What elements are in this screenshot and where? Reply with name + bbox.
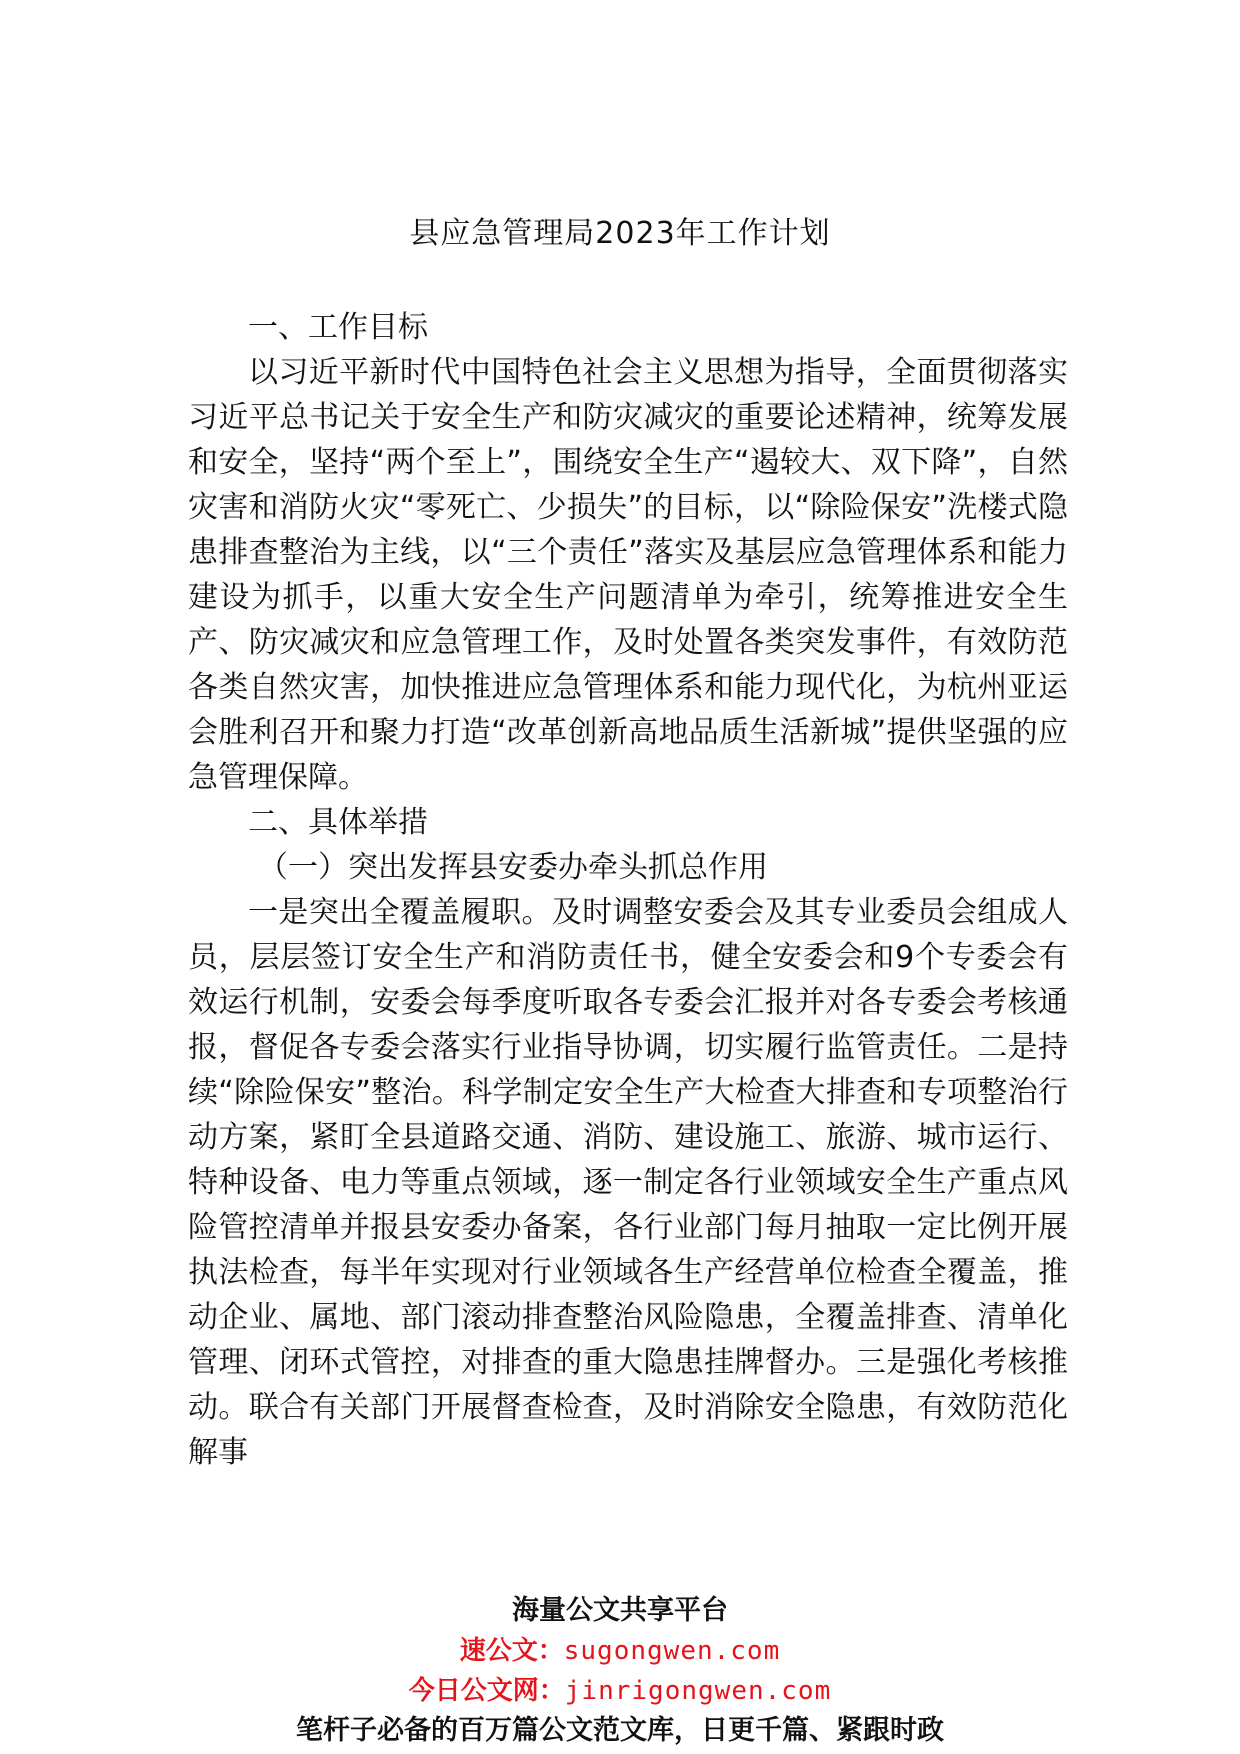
footer-slogan: 笔杆子必备的百万篇公文范文库，日更千篇、紧跟时政 [296,1715,944,1746]
measures-paragraph: 一是突出全覆盖履职。及时调整安委会及其专业委员会组成人员，层层签订安全生产和消防责任书，健全安委会和9个专委会有效运行机制，安委会每季度听取各专委会汇报并对各专委会考核通报，督促各专委会落实行业指导协调，切实履行监管责任。二是持续“除险保安”整治。科学制定安全生产大检查大排查和专项整治行动方案，紧盯全县道路交通、消防、建设施工、旅游、城市运行、特种设备、电力等重点领域，逐一制定各行业领域安全生产重点风险管控清单并报县安委办备案，各行业部门每月抽取一定比例开展执法检查，每半年实现对行业领域各生产经营单位检查全覆盖，推动企业、属地、部门滚动排查整治风险隐患，全覆盖排查、清单化管理、闭环式管控，对排查的重大隐患挂牌督办。三是强化考核推动。联合有关部门开展督查检查，及时消除安全隐患，有效防范化解事 [188,895,1068,1470]
footer-site1 [0,1631,1240,1671]
subsection-heading-1: （一）突出发挥县安委办牵头抓总作用 [258,850,768,885]
footer-watermark [0,1591,1240,1751]
document-title: 县应急管理局2023年工作计划 [409,216,831,251]
footer-site1-label: 速公文： [459,1636,564,1666]
document-body [188,305,1068,1475]
section-heading-measures: 二、具体举措 [248,805,428,840]
goals-paragraph: 以习近平新时代中国特色社会主义思想为指导，全面贯彻落实习近平总书记关于安全生产和防灾减灾的重要论述精神，统筹发展和安全，坚持“两个至上”，围绕安全生产“遏较大、双下降”，自然灾害和消防火灾“零死亡、少损失”的目标，以“除险保安”洗楼式隐患排查整治为主线，以“三个责任”落实及基层应急管理体系和能力建设为抓手，以重大安全生产问题清单为牵引，统筹推进安全生产、防灾减灾和应急管理工作，及时处置各类突发事件，有效防范各类自然灾害，加快推进应急管理体系和能力现代化，为杭州亚运会胜利召开和聚力打造“改革创新高地品质生活新城”提供坚强的应急管理保障。 [188,355,1068,795]
footer-site2-label: 今日公文网： [408,1676,565,1706]
footer-site2-link[interactable]: jinrigongwen.com [564,1676,832,1706]
footer-site1-link[interactable]: sugongwen.com [563,1636,781,1666]
section-heading-goals: 一、工作目标 [248,310,428,345]
footer-platform-name: 海量公文共享平台 [512,1595,728,1626]
footer-site2 [0,1671,1240,1711]
